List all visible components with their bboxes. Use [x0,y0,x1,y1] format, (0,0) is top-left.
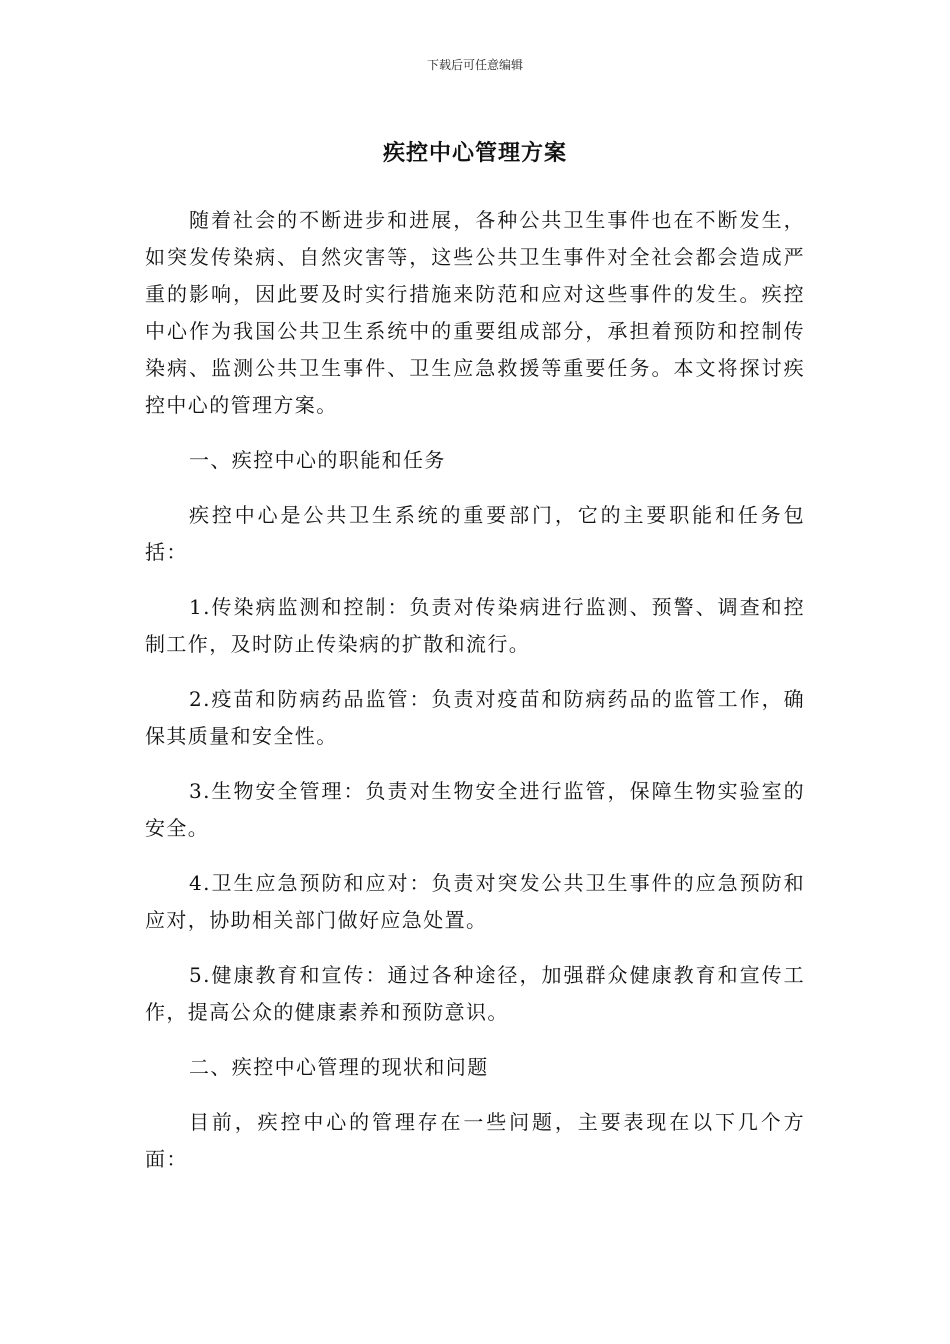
list-item-5: 5.健康教育和宣传：通过各种途径，加强群众健康教育和宣传工作，提高公众的健康素养和预防意识。 [145,963,805,1024]
section-heading-2: 二、疾控中心管理的现状和问题 [189,1055,489,1079]
header-note: 下载后可任意编辑 [426,58,523,72]
document-body [145,202,805,1178]
list-item-1: 1.传染病监测和控制：负责对传染病进行监测、预警、调查和控制工作，及时防止传染病的扩散和流行。 [145,595,805,656]
paragraph-intro: 随着社会的不断进步和进展，各种公共卫生事件也在不断发生，如突发传染病、自然灾害等，这些公共卫生事件对全社会都会造成严重的影响，因此要及时实行措施来防范和应对这些事件的发生。疾控中心作为我国公共卫生系统中的重要组成部分，承担着预防和控制传染病、监测公共卫生事件、卫生应急救援等重要任务。本文将探讨疾控中心的管理方案。 [145,208,805,417]
section-heading-1: 一、疾控中心的职能和任务 [189,448,446,472]
paragraph-functions-intro: 疾控中心是公共卫生系统的重要部门，它的主要职能和任务包括： [145,503,805,564]
list-item-3: 3.生物安全管理：负责对生物安全进行监管，保障生物实验室的安全。 [145,779,805,840]
paragraph-problems-intro: 目前，疾控中心的管理存在一些问题，主要表现在以下几个方面： [145,1110,805,1171]
list-item-4: 4.卫生应急预防和应对：负责对突发公共卫生事件的应急预防和应对，协助相关部门做好应急处置。 [145,871,805,932]
list-item-2: 2.疫苗和防病药品监管：负责对疫苗和防病药品的监管工作，确保其质量和安全性。 [145,687,805,748]
document-title: 疾控中心管理方案 [382,141,567,166]
